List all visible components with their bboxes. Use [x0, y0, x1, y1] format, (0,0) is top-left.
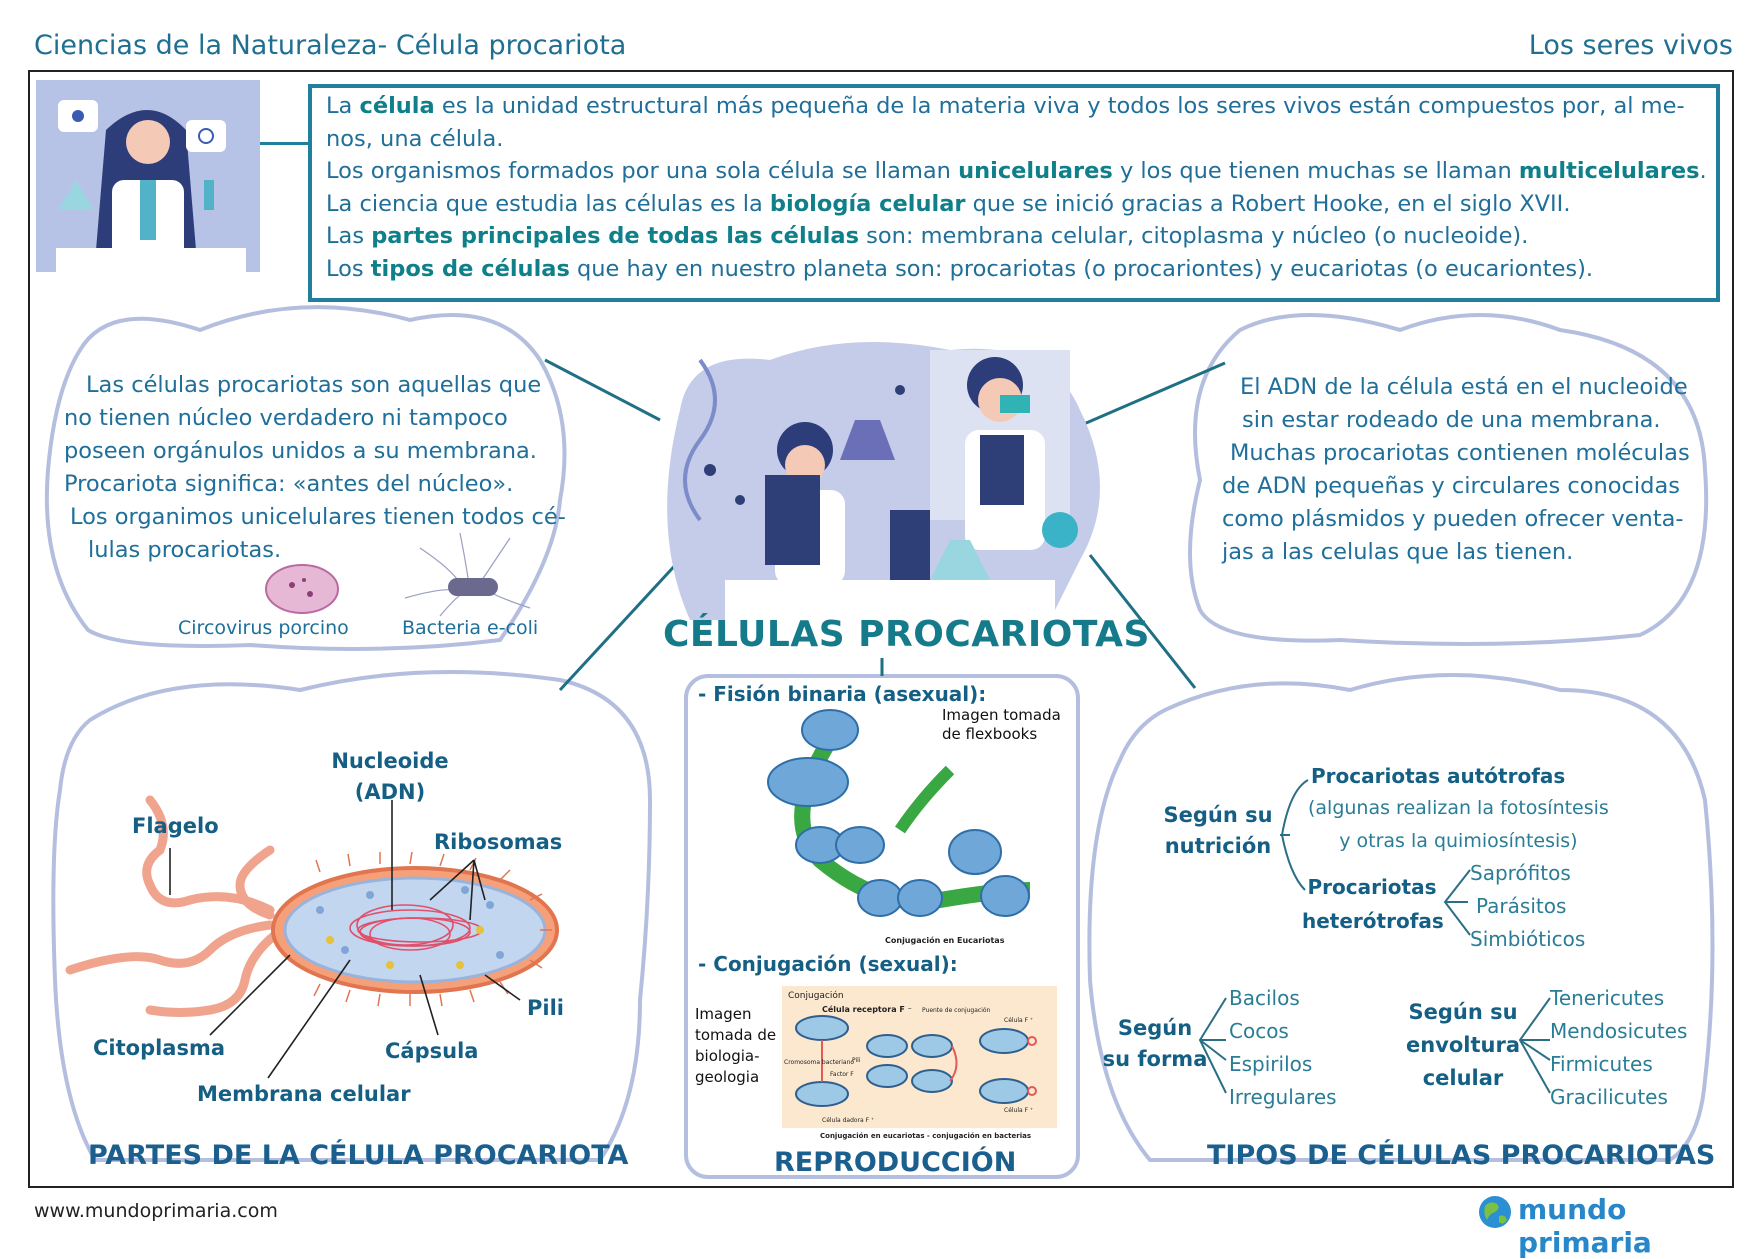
ecoli-caption: Bacteria e-coli [402, 617, 539, 639]
label-envoltura: Según su envoltura celular [1405, 1000, 1521, 1090]
fision-credit: Imagen tomada de flexbooks [942, 706, 1061, 743]
svg-text:Célula F ⁺: Célula F ⁺ [1004, 1107, 1034, 1114]
label-heterotrofas: Procariotas heterótrofas [1302, 875, 1444, 933]
svg-text:Cromosoma bacteriano: Cromosoma bacteriano [784, 1059, 855, 1066]
page-title: Ciencias de la Naturaleza- Célula procariota [34, 30, 627, 61]
page-subject: Los seres vivos [1528, 30, 1733, 61]
label-forma: Según su forma [1102, 1016, 1208, 1071]
svg-text:Célula dadora F ⁺: Célula dadora F ⁺ [822, 1117, 875, 1124]
label-nutricion: Según su nutrición [1163, 803, 1273, 858]
label-pili: Pili [527, 996, 564, 1020]
envoltura-list: Tenericutes Mendosicutes Firmicutes Gracilicutes [1550, 986, 1688, 1109]
label-flagelo: Flagelo [132, 814, 219, 838]
forma-list: Bacilos Cocos Espirilos Irregulares [1229, 986, 1337, 1109]
label-ribosomas: Ribosomas [434, 830, 563, 854]
intro-text: La célula es la unidad estructural más pequeña de la materia viva y todos los seres vivos están compuestos por, al me- nos, una célula. Los organismos formados por una sola célula se llaman unicelulares y los que tienen muchas se llaman multicelulares. La ciencia que estudia las células es la biología celular que se inició gracias a Robert Hooke, en el siglo XVII. Las partes principales de todas las células son: membrana celular, citoplasma y núcleo (o nucleoide). Los tipos de células que hay en nuestro planeta son: procariotas (o procariontes) y eucariotas (o eucariontes). [326, 93, 1707, 282]
footer-url[interactable]: www.mundoprimaria.com [34, 1200, 278, 1222]
right-bubble-text: El ADN de la célula está en el nucleoide sin estar rodeado de una membrana. Muchas procariotas contienen moléculas de ADN pequeñas y circulares conocidas como plásmidos y pueden ofrecer venta- jas a las celulas que las tienen. [1222, 374, 1690, 565]
reproduction-title: REPRODUCCIÓN [774, 1147, 1017, 1178]
label-membrana: Membrana celular [197, 1082, 411, 1106]
types-title: TIPOS DE CÉLULAS PROCARIOTAS [1207, 1140, 1716, 1171]
center-title: CÉLULAS PROCARIOTAS [663, 614, 1150, 655]
conj-heading: - Conjugación (sexual): [698, 952, 958, 976]
label-citoplasma: Citoplasma [93, 1036, 226, 1060]
circovirus-caption: Circovirus porcino [178, 617, 349, 639]
svg-text:Factor F: Factor F [830, 1071, 854, 1078]
left-bubble-text: Las células procariotas son aquellas que no tienen núcleo verdadero ni tampoco poseen orgánulos unidos a su membrana. Procariota significa: «antes del núcleo». Los organimos unicelulares tienen todos cé- lulas procariotas. [64, 372, 566, 563]
svg-text:Célula F ⁺: Célula F ⁺ [1004, 1017, 1034, 1024]
svg-text:Conjugación en eucariotas - co: Conjugación en eucariotas - conjugación en bacterias [820, 1132, 1031, 1140]
globe-icon [1477, 1194, 1513, 1230]
footer-logo[interactable]: mundo primaria [1518, 1193, 1652, 1259]
svg-text:Conjugación: Conjugación [788, 991, 844, 1001]
autotrofas-note: (algunas realizan la fotosíntesis y otras la quimiosíntesis) [1308, 797, 1609, 852]
fision-heading: - Fisión binaria (asexual): [698, 682, 987, 706]
conj-credit: Imagen tomada de biologia- geologia [695, 1005, 777, 1086]
label-capsula: Cápsula [385, 1039, 479, 1063]
svg-text:Puente de conjugación: Puente de conjugación [922, 1007, 991, 1014]
fision-caption: Conjugación en Eucariotas [885, 936, 1005, 945]
parts-title: PARTES DE LA CÉLULA PROCARIOTA [88, 1140, 629, 1171]
heterotrofas-list: Saprófitos Parásitos Simbióticos [1470, 861, 1586, 951]
label-nucleoide: Nucleoide (ADN) [331, 749, 449, 804]
svg-text:Célula receptora F ⁻: Célula receptora F ⁻ [822, 1005, 912, 1014]
label-autotrofas: Procariotas autótrofas [1311, 764, 1566, 788]
svg-text:Pili: Pili [852, 1057, 861, 1064]
